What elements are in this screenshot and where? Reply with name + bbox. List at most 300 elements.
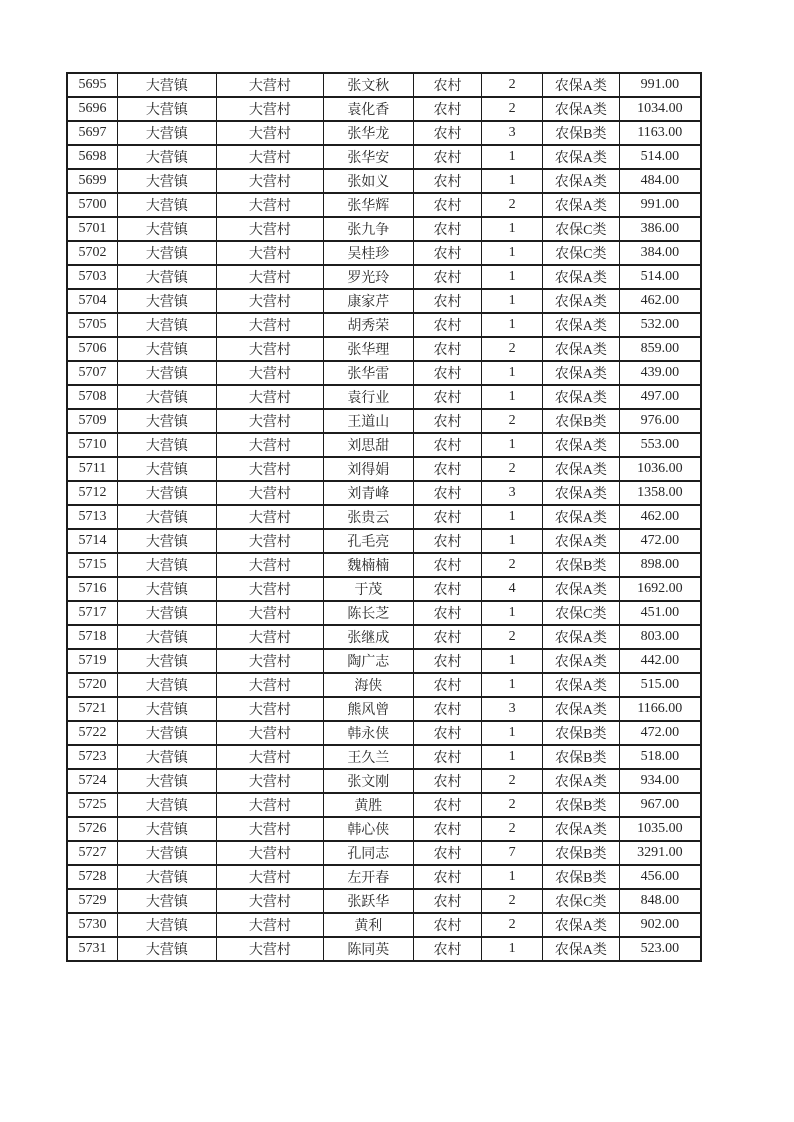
cell-town: 大营镇 — [117, 505, 216, 529]
cell-insurance-category: 农保B类 — [542, 409, 619, 433]
table-row — [67, 889, 701, 913]
cell-person-name: 陶广志 — [323, 649, 413, 673]
cell-town: 大营镇 — [117, 241, 216, 265]
cell-person-count: 1 — [482, 217, 543, 241]
cell-residence-type: 农村 — [413, 433, 482, 457]
cell-seq: 5721 — [67, 697, 117, 721]
cell-residence-type: 农村 — [413, 265, 482, 289]
cell-person-name: 黄利 — [323, 913, 413, 937]
cell-village: 大营村 — [216, 841, 323, 865]
cell-town: 大营镇 — [117, 673, 216, 697]
cell-village: 大营村 — [216, 817, 323, 841]
cell-town: 大营镇 — [117, 409, 216, 433]
cell-amount: 1036.00 — [619, 457, 701, 481]
cell-person-count: 1 — [482, 601, 543, 625]
cell-person-name: 魏楠楠 — [323, 553, 413, 577]
cell-seq: 5695 — [67, 73, 117, 97]
table-row — [67, 433, 701, 457]
cell-person-name: 左开春 — [323, 865, 413, 889]
cell-person-name: 袁化香 — [323, 97, 413, 121]
cell-amount: 1166.00 — [619, 697, 701, 721]
cell-residence-type: 农村 — [413, 145, 482, 169]
cell-village: 大营村 — [216, 793, 323, 817]
cell-person-name: 刘青峰 — [323, 481, 413, 505]
table-row — [67, 673, 701, 697]
cell-amount: 1034.00 — [619, 97, 701, 121]
cell-town: 大营镇 — [117, 889, 216, 913]
cell-town: 大营镇 — [117, 913, 216, 937]
cell-insurance-category: 农保A类 — [542, 505, 619, 529]
cell-person-name: 张华龙 — [323, 121, 413, 145]
insurance-roster-table — [66, 72, 702, 962]
cell-person-name: 胡秀荣 — [323, 313, 413, 337]
cell-insurance-category: 农保A类 — [542, 529, 619, 553]
cell-residence-type: 农村 — [413, 697, 482, 721]
table-row — [67, 289, 701, 313]
cell-person-count: 2 — [482, 409, 543, 433]
cell-person-count: 1 — [482, 241, 543, 265]
table-row — [67, 625, 701, 649]
cell-town: 大营镇 — [117, 649, 216, 673]
cell-residence-type: 农村 — [413, 217, 482, 241]
cell-seq: 5726 — [67, 817, 117, 841]
cell-person-name: 张华雷 — [323, 361, 413, 385]
cell-seq: 5718 — [67, 625, 117, 649]
cell-insurance-category: 农保C类 — [542, 601, 619, 625]
cell-town: 大营镇 — [117, 385, 216, 409]
cell-village: 大营村 — [216, 289, 323, 313]
cell-village: 大营村 — [216, 145, 323, 169]
table-row — [67, 793, 701, 817]
cell-insurance-category: 农保A类 — [542, 361, 619, 385]
cell-person-count: 2 — [482, 73, 543, 97]
cell-seq: 5710 — [67, 433, 117, 457]
cell-insurance-category: 农保B类 — [542, 865, 619, 889]
cell-insurance-category: 农保A类 — [542, 577, 619, 601]
cell-seq: 5709 — [67, 409, 117, 433]
cell-village: 大营村 — [216, 337, 323, 361]
cell-insurance-category: 农保B类 — [542, 793, 619, 817]
table-row — [67, 841, 701, 865]
cell-seq: 5725 — [67, 793, 117, 817]
table-row — [67, 385, 701, 409]
table-row — [67, 817, 701, 841]
cell-residence-type: 农村 — [413, 361, 482, 385]
cell-town: 大营镇 — [117, 625, 216, 649]
cell-residence-type: 农村 — [413, 313, 482, 337]
cell-village: 大营村 — [216, 529, 323, 553]
cell-seq: 5699 — [67, 169, 117, 193]
cell-village: 大营村 — [216, 865, 323, 889]
cell-person-name: 韩永侠 — [323, 721, 413, 745]
cell-seq: 5705 — [67, 313, 117, 337]
cell-village: 大营村 — [216, 577, 323, 601]
cell-person-count: 1 — [482, 385, 543, 409]
cell-town: 大营镇 — [117, 817, 216, 841]
cell-person-count: 3 — [482, 121, 543, 145]
cell-village: 大营村 — [216, 193, 323, 217]
cell-person-name: 罗光玲 — [323, 265, 413, 289]
cell-village: 大营村 — [216, 385, 323, 409]
cell-residence-type: 农村 — [413, 553, 482, 577]
cell-person-count: 1 — [482, 937, 543, 961]
cell-village: 大营村 — [216, 889, 323, 913]
cell-person-count: 2 — [482, 817, 543, 841]
cell-person-name: 张九争 — [323, 217, 413, 241]
cell-person-name: 孔毛亮 — [323, 529, 413, 553]
table-row — [67, 937, 701, 961]
table-row — [67, 769, 701, 793]
cell-amount: 976.00 — [619, 409, 701, 433]
cell-town: 大营镇 — [117, 169, 216, 193]
cell-seq: 5707 — [67, 361, 117, 385]
cell-village: 大营村 — [216, 409, 323, 433]
cell-village: 大营村 — [216, 769, 323, 793]
cell-insurance-category: 农保A类 — [542, 937, 619, 961]
table-row — [67, 577, 701, 601]
cell-town: 大营镇 — [117, 937, 216, 961]
cell-amount: 442.00 — [619, 649, 701, 673]
cell-insurance-category: 农保B类 — [542, 745, 619, 769]
cell-person-name: 吴桂珍 — [323, 241, 413, 265]
table-row — [67, 337, 701, 361]
cell-residence-type: 农村 — [413, 841, 482, 865]
cell-insurance-category: 农保C类 — [542, 217, 619, 241]
cell-person-count: 2 — [482, 625, 543, 649]
cell-person-name: 张继成 — [323, 625, 413, 649]
cell-residence-type: 农村 — [413, 73, 482, 97]
cell-person-name: 张跃华 — [323, 889, 413, 913]
cell-amount: 515.00 — [619, 673, 701, 697]
cell-seq: 5714 — [67, 529, 117, 553]
table-container — [66, 72, 702, 962]
cell-seq: 5723 — [67, 745, 117, 769]
cell-village: 大营村 — [216, 697, 323, 721]
cell-seq: 5729 — [67, 889, 117, 913]
cell-village: 大营村 — [216, 913, 323, 937]
cell-residence-type: 农村 — [413, 793, 482, 817]
cell-amount: 456.00 — [619, 865, 701, 889]
cell-person-count: 2 — [482, 193, 543, 217]
cell-amount: 1163.00 — [619, 121, 701, 145]
cell-person-name: 张如义 — [323, 169, 413, 193]
cell-village: 大营村 — [216, 313, 323, 337]
cell-seq: 5704 — [67, 289, 117, 313]
cell-person-name: 袁行业 — [323, 385, 413, 409]
cell-residence-type: 农村 — [413, 601, 482, 625]
cell-insurance-category: 农保A类 — [542, 817, 619, 841]
cell-person-count: 1 — [482, 289, 543, 313]
cell-village: 大营村 — [216, 361, 323, 385]
cell-seq: 5722 — [67, 721, 117, 745]
table-row — [67, 505, 701, 529]
cell-person-name: 海侠 — [323, 673, 413, 697]
cell-town: 大营镇 — [117, 697, 216, 721]
cell-residence-type: 农村 — [413, 937, 482, 961]
cell-amount: 472.00 — [619, 721, 701, 745]
cell-residence-type: 农村 — [413, 193, 482, 217]
cell-town: 大营镇 — [117, 553, 216, 577]
cell-seq: 5719 — [67, 649, 117, 673]
cell-seq: 5731 — [67, 937, 117, 961]
cell-residence-type: 农村 — [413, 337, 482, 361]
cell-village: 大营村 — [216, 625, 323, 649]
cell-residence-type: 农村 — [413, 97, 482, 121]
cell-town: 大营镇 — [117, 601, 216, 625]
cell-village: 大营村 — [216, 481, 323, 505]
cell-insurance-category: 农保A类 — [542, 145, 619, 169]
table-row — [67, 73, 701, 97]
cell-amount: 934.00 — [619, 769, 701, 793]
cell-seq: 5713 — [67, 505, 117, 529]
cell-insurance-category: 农保A类 — [542, 73, 619, 97]
cell-village: 大营村 — [216, 241, 323, 265]
cell-village: 大营村 — [216, 505, 323, 529]
table-row — [67, 145, 701, 169]
cell-town: 大营镇 — [117, 217, 216, 241]
cell-seq: 5696 — [67, 97, 117, 121]
cell-person-name: 于茂 — [323, 577, 413, 601]
cell-amount: 514.00 — [619, 145, 701, 169]
cell-person-count: 2 — [482, 769, 543, 793]
cell-insurance-category: 农保A类 — [542, 433, 619, 457]
cell-amount: 1035.00 — [619, 817, 701, 841]
cell-town: 大营镇 — [117, 193, 216, 217]
cell-village: 大营村 — [216, 169, 323, 193]
cell-person-count: 1 — [482, 313, 543, 337]
cell-town: 大营镇 — [117, 121, 216, 145]
cell-residence-type: 农村 — [413, 673, 482, 697]
cell-person-count: 1 — [482, 505, 543, 529]
cell-insurance-category: 农保B类 — [542, 841, 619, 865]
cell-insurance-category: 农保A类 — [542, 289, 619, 313]
cell-person-count: 2 — [482, 457, 543, 481]
cell-village: 大营村 — [216, 121, 323, 145]
cell-person-name: 韩心侠 — [323, 817, 413, 841]
cell-residence-type: 农村 — [413, 289, 482, 313]
table-row — [67, 241, 701, 265]
cell-person-count: 1 — [482, 721, 543, 745]
cell-seq: 5716 — [67, 577, 117, 601]
cell-residence-type: 农村 — [413, 649, 482, 673]
cell-seq: 5703 — [67, 265, 117, 289]
cell-residence-type: 农村 — [413, 385, 482, 409]
cell-person-count: 1 — [482, 865, 543, 889]
table-row — [67, 409, 701, 433]
cell-insurance-category: 农保A类 — [542, 169, 619, 193]
cell-insurance-category: 农保A类 — [542, 913, 619, 937]
table-row — [67, 481, 701, 505]
table-row — [67, 457, 701, 481]
cell-town: 大营镇 — [117, 721, 216, 745]
cell-amount: 902.00 — [619, 913, 701, 937]
cell-seq: 5712 — [67, 481, 117, 505]
cell-person-count: 1 — [482, 673, 543, 697]
table-row — [67, 97, 701, 121]
cell-village: 大营村 — [216, 433, 323, 457]
cell-person-count: 1 — [482, 145, 543, 169]
cell-insurance-category: 农保B类 — [542, 121, 619, 145]
cell-person-count: 1 — [482, 433, 543, 457]
cell-village: 大营村 — [216, 97, 323, 121]
table-row — [67, 265, 701, 289]
cell-town: 大营镇 — [117, 841, 216, 865]
cell-town: 大营镇 — [117, 865, 216, 889]
cell-person-count: 2 — [482, 553, 543, 577]
cell-person-count: 2 — [482, 97, 543, 121]
cell-amount: 1358.00 — [619, 481, 701, 505]
cell-person-name: 张华辉 — [323, 193, 413, 217]
cell-amount: 451.00 — [619, 601, 701, 625]
table-row — [67, 169, 701, 193]
cell-seq: 5697 — [67, 121, 117, 145]
cell-residence-type: 农村 — [413, 721, 482, 745]
table-row — [67, 697, 701, 721]
cell-insurance-category: 农保A类 — [542, 337, 619, 361]
cell-insurance-category: 农保C类 — [542, 889, 619, 913]
cell-person-name: 康家芹 — [323, 289, 413, 313]
cell-person-count: 1 — [482, 265, 543, 289]
cell-seq: 5727 — [67, 841, 117, 865]
cell-town: 大营镇 — [117, 457, 216, 481]
cell-seq: 5724 — [67, 769, 117, 793]
cell-person-name: 王久兰 — [323, 745, 413, 769]
cell-insurance-category: 农保A类 — [542, 457, 619, 481]
cell-town: 大营镇 — [117, 97, 216, 121]
cell-residence-type: 农村 — [413, 625, 482, 649]
cell-person-name: 王道山 — [323, 409, 413, 433]
cell-village: 大营村 — [216, 673, 323, 697]
cell-amount: 514.00 — [619, 265, 701, 289]
cell-residence-type: 农村 — [413, 409, 482, 433]
cell-insurance-category: 农保A类 — [542, 265, 619, 289]
cell-residence-type: 农村 — [413, 481, 482, 505]
table-row — [67, 553, 701, 577]
cell-person-count: 4 — [482, 577, 543, 601]
table-row — [67, 529, 701, 553]
cell-seq: 5730 — [67, 913, 117, 937]
cell-amount: 532.00 — [619, 313, 701, 337]
cell-person-name: 孔同志 — [323, 841, 413, 865]
cell-town: 大营镇 — [117, 577, 216, 601]
cell-person-name: 刘得娟 — [323, 457, 413, 481]
cell-amount: 472.00 — [619, 529, 701, 553]
cell-person-name: 张华安 — [323, 145, 413, 169]
table-row — [67, 313, 701, 337]
cell-village: 大营村 — [216, 217, 323, 241]
cell-amount: 991.00 — [619, 193, 701, 217]
cell-seq: 5717 — [67, 601, 117, 625]
cell-residence-type: 农村 — [413, 889, 482, 913]
cell-village: 大营村 — [216, 649, 323, 673]
cell-residence-type: 农村 — [413, 745, 482, 769]
table-row — [67, 121, 701, 145]
cell-seq: 5708 — [67, 385, 117, 409]
cell-town: 大营镇 — [117, 313, 216, 337]
cell-residence-type: 农村 — [413, 769, 482, 793]
cell-insurance-category: 农保A类 — [542, 769, 619, 793]
cell-insurance-category: 农保A类 — [542, 649, 619, 673]
cell-town: 大营镇 — [117, 769, 216, 793]
cell-insurance-category: 农保A类 — [542, 97, 619, 121]
cell-insurance-category: 农保B类 — [542, 553, 619, 577]
cell-town: 大营镇 — [117, 481, 216, 505]
cell-amount: 484.00 — [619, 169, 701, 193]
table-row — [67, 601, 701, 625]
cell-seq: 5700 — [67, 193, 117, 217]
cell-seq: 5706 — [67, 337, 117, 361]
cell-seq: 5720 — [67, 673, 117, 697]
cell-town: 大营镇 — [117, 361, 216, 385]
cell-town: 大营镇 — [117, 529, 216, 553]
cell-village: 大营村 — [216, 265, 323, 289]
cell-insurance-category: 农保A类 — [542, 313, 619, 337]
cell-amount: 553.00 — [619, 433, 701, 457]
cell-person-name: 熊风曾 — [323, 697, 413, 721]
table-row — [67, 865, 701, 889]
cell-town: 大营镇 — [117, 433, 216, 457]
table-row — [67, 745, 701, 769]
table-row — [67, 361, 701, 385]
cell-village: 大营村 — [216, 745, 323, 769]
table-row — [67, 649, 701, 673]
cell-residence-type: 农村 — [413, 457, 482, 481]
cell-person-name: 陈同英 — [323, 937, 413, 961]
cell-person-name: 张华理 — [323, 337, 413, 361]
cell-village: 大营村 — [216, 457, 323, 481]
cell-person-name: 张文刚 — [323, 769, 413, 793]
cell-seq: 5728 — [67, 865, 117, 889]
cell-residence-type: 农村 — [413, 121, 482, 145]
cell-person-name: 张文秋 — [323, 73, 413, 97]
cell-person-count: 1 — [482, 169, 543, 193]
cell-person-count: 2 — [482, 889, 543, 913]
cell-person-name: 刘思甜 — [323, 433, 413, 457]
cell-residence-type: 农村 — [413, 865, 482, 889]
cell-person-count: 7 — [482, 841, 543, 865]
cell-insurance-category: 农保A类 — [542, 673, 619, 697]
cell-insurance-category: 农保C类 — [542, 241, 619, 265]
cell-residence-type: 农村 — [413, 169, 482, 193]
cell-amount: 859.00 — [619, 337, 701, 361]
cell-person-count: 3 — [482, 481, 543, 505]
cell-town: 大营镇 — [117, 289, 216, 313]
cell-residence-type: 农村 — [413, 577, 482, 601]
cell-insurance-category: 农保A类 — [542, 481, 619, 505]
cell-town: 大营镇 — [117, 745, 216, 769]
cell-village: 大营村 — [216, 601, 323, 625]
cell-residence-type: 农村 — [413, 241, 482, 265]
cell-amount: 1692.00 — [619, 577, 701, 601]
cell-amount: 518.00 — [619, 745, 701, 769]
cell-residence-type: 农村 — [413, 913, 482, 937]
cell-person-count: 1 — [482, 361, 543, 385]
table-row — [67, 193, 701, 217]
cell-person-name: 张贵云 — [323, 505, 413, 529]
table-row — [67, 913, 701, 937]
cell-person-count: 2 — [482, 793, 543, 817]
cell-person-count: 3 — [482, 697, 543, 721]
cell-person-count: 1 — [482, 529, 543, 553]
cell-residence-type: 农村 — [413, 817, 482, 841]
cell-town: 大营镇 — [117, 793, 216, 817]
cell-amount: 803.00 — [619, 625, 701, 649]
cell-person-count: 2 — [482, 337, 543, 361]
cell-amount: 967.00 — [619, 793, 701, 817]
cell-amount: 462.00 — [619, 505, 701, 529]
cell-amount: 439.00 — [619, 361, 701, 385]
cell-amount: 991.00 — [619, 73, 701, 97]
